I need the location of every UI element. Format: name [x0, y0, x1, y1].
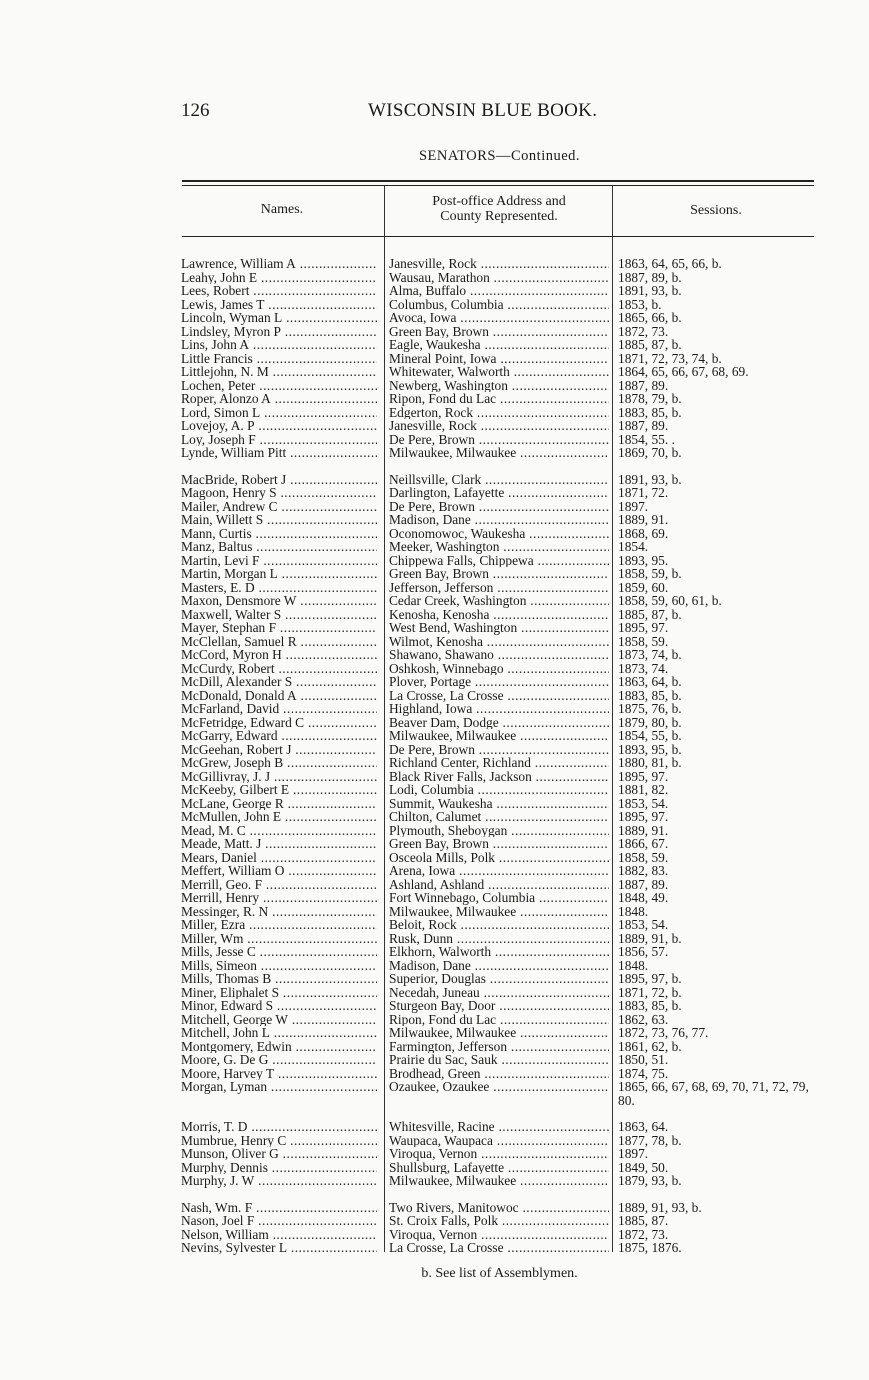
sessions-value: 1887, 89.	[618, 377, 669, 393]
post-office-address: Elkhorn, Walworth .....	[389, 945, 609, 959]
table-row	[0, 284, 869, 298]
senator-name: Lincoln, Wyman L .....	[181, 311, 377, 325]
senator-name: Lovejoy, A. P .....	[181, 419, 377, 433]
table-row	[0, 959, 869, 973]
table-row	[0, 473, 869, 487]
post-office-address: Avoca, Iowa .....	[389, 311, 609, 325]
post-office-address: Eagle, Waukesha .....	[389, 338, 609, 352]
senator-name: McFetridge, Edward C .....	[181, 716, 377, 730]
sessions-value: 1891, 93, b.	[618, 283, 682, 298]
table-row	[0, 1147, 869, 1161]
column-header-sessions: Sessions.	[690, 203, 742, 218]
senator-name: Mills, Jesse C .....	[181, 945, 377, 959]
post-office-address: Green Bay, Brown .....	[389, 325, 609, 339]
sessions-value: 1879, 93, b.	[618, 1173, 682, 1188]
post-office-address: Jefferson, Jefferson .....	[389, 581, 609, 595]
sessions-value: 1871, 72, 73, 74, b.	[618, 350, 722, 366]
sessions-value: 1858, 59, b.	[618, 566, 682, 581]
table-row	[0, 918, 869, 932]
table-row	[0, 500, 869, 514]
senator-name: McFarland, David .....	[181, 702, 377, 716]
post-office-address: Beloit, Rock .....	[389, 918, 609, 932]
sessions-value: 1895, 97.	[618, 809, 669, 824]
sessions-value: 1865, 66, b.	[618, 310, 682, 325]
post-office-address: Darlington, Lafayette .....	[389, 486, 609, 500]
table-row	[0, 945, 869, 959]
table-row	[0, 1040, 869, 1054]
section-subtitle: SENATORS—Continued.	[418, 148, 581, 164]
table-row	[0, 352, 869, 366]
post-office-address: Whitesville, Racine .....	[389, 1120, 609, 1134]
post-office-address: Two Rivers, Manitowoc .....	[389, 1201, 609, 1215]
senator-name: Loy, Joseph F .....	[181, 433, 377, 447]
senator-name: Miner, Eliphalet S .....	[181, 986, 377, 1000]
table-row	[0, 608, 869, 622]
senator-name: McDonald, Donald A .....	[181, 689, 377, 703]
table-row	[0, 1120, 869, 1134]
sessions-value: 1853, 54.	[618, 795, 669, 811]
post-office-address: Ashland, Ashland .....	[389, 878, 609, 892]
senator-name: Nason, Joel F .....	[181, 1214, 377, 1228]
table-row	[0, 554, 869, 568]
footnote: b. See list of Assemblymen.	[421, 1266, 578, 1281]
senator-name: Littlejohn, N. M .....	[181, 365, 377, 379]
sessions-value: 1862, 63.	[618, 1011, 669, 1027]
table-row	[0, 999, 869, 1013]
senator-name: Roper, Alonzo A .....	[181, 392, 377, 406]
sessions-value: 1882, 83.	[618, 863, 669, 878]
senator-name: Lawrence, William A .....	[181, 257, 377, 271]
post-office-address: Milwaukee, Milwaukee .....	[389, 729, 609, 743]
table-row	[0, 379, 869, 393]
sessions-value: 1854.	[618, 539, 649, 554]
senator-name: Mumbrue, Henry C .....	[181, 1134, 377, 1148]
post-office-address: Beaver Dam, Dodge .....	[389, 716, 609, 730]
post-office-address: Chippewa Falls, Chippewa .....	[389, 554, 609, 568]
sessions-value: 1889, 91.	[618, 512, 669, 527]
sessions-value: 1858, 59.	[618, 849, 669, 865]
table-row	[0, 932, 869, 946]
table-row	[0, 878, 869, 892]
senator-name: McDill, Alexander S .....	[181, 675, 377, 689]
senator-name: Moore, Harvey T .....	[181, 1067, 377, 1081]
sessions-value: 1885, 87.	[618, 1213, 669, 1228]
post-office-address: Superior, Douglas .....	[389, 972, 609, 986]
sessions-value: 1872, 73.	[618, 1226, 669, 1242]
senator-name: Nash, Wm. F .....	[181, 1201, 377, 1215]
post-office-address: Edgerton, Rock .....	[389, 406, 609, 420]
senator-name: Morris, T. D .....	[181, 1120, 377, 1134]
table-row	[0, 325, 869, 339]
senator-name: McGrew, Joseph B .....	[181, 756, 377, 770]
sessions-value: 1891, 93, b.	[618, 471, 682, 487]
senator-name: Minor, Edward S .....	[181, 999, 377, 1013]
post-office-address: Rusk, Dunn .....	[389, 932, 609, 946]
post-office-address: De Pere, Brown .....	[389, 500, 609, 514]
senator-name: Mead, M. C .....	[181, 824, 377, 838]
table-row	[0, 257, 869, 271]
post-office-address: Oconomowoc, Waukesha .....	[389, 527, 609, 541]
post-office-address: Newberg, Washington .....	[389, 379, 609, 393]
post-office-address: Green Bay, Brown .....	[389, 567, 609, 581]
sessions-value: 1895, 97.	[618, 768, 669, 784]
senator-name: Miller, Wm .....	[181, 932, 377, 946]
post-office-address: St. Croix Falls, Polk .....	[389, 1214, 609, 1228]
table-row	[0, 338, 869, 352]
senator-name: Maxwell, Walter S .....	[181, 608, 377, 622]
post-office-address: Highland, Iowa .....	[389, 702, 609, 716]
table-row	[0, 513, 869, 527]
table-row	[0, 1228, 869, 1242]
post-office-address: Ripon, Fond du Lac .....	[389, 392, 609, 406]
senator-name: Mailer, Andrew C .....	[181, 500, 377, 514]
post-office-address: Milwaukee, Milwaukee .....	[389, 446, 609, 460]
column-header-address-line1: Post-office Address and	[432, 194, 566, 209]
senator-name: Manz, Baltus .....	[181, 540, 377, 554]
senator-name: Mills, Thomas B .....	[181, 972, 377, 986]
sessions-value: 1850, 51.	[618, 1052, 669, 1067]
post-office-address: Milwaukee, Milwaukee .....	[389, 1026, 609, 1040]
sessions-value: 1889, 91, 93, b.	[618, 1199, 702, 1215]
senator-name: McMullen, John E .....	[181, 810, 377, 824]
senator-name: Merrill, Geo. F .....	[181, 878, 377, 892]
senator-name: Mann, Curtis .....	[181, 527, 377, 541]
senator-name: Leahy, John E .....	[181, 271, 377, 285]
post-office-address: Ozaukee, Ozaukee .....	[389, 1080, 609, 1094]
table-row	[0, 648, 869, 662]
sessions-value: 1854, 55, b.	[618, 728, 682, 743]
table-row	[0, 729, 869, 743]
table-row	[0, 1174, 869, 1188]
sessions-value: 1853, b.	[618, 296, 662, 312]
table-row	[0, 986, 869, 1000]
sessions-value: 1895, 97.	[618, 620, 669, 635]
sessions-value: 1883, 85, b.	[618, 687, 682, 703]
table-row	[0, 1067, 869, 1081]
sessions-value: 1875, 76, b.	[618, 701, 682, 716]
table-row	[0, 1214, 869, 1228]
table-row	[0, 567, 869, 581]
senator-name: Murphy, Dennis .....	[181, 1161, 377, 1175]
senator-name: Nelson, William .....	[181, 1228, 377, 1242]
sessions-value: 1885, 87, b.	[618, 606, 682, 622]
senator-name: Munson, Oliver G .....	[181, 1147, 377, 1161]
sessions-value: 1893, 95.	[618, 552, 669, 568]
senators-table-body	[0, 257, 869, 1255]
senator-name: Lord, Simon L .....	[181, 406, 377, 420]
sessions-value: 1863, 64, b.	[618, 674, 682, 689]
table-row	[0, 446, 869, 460]
table-row	[0, 635, 869, 649]
post-office-address: Madison, Dane .....	[389, 513, 609, 527]
sessions-value: 1880, 81, b.	[618, 755, 682, 770]
post-office-address: Farmington, Jefferson .....	[389, 1040, 609, 1054]
table-row	[0, 743, 869, 757]
senator-name: Lees, Robert .....	[181, 284, 377, 298]
table-row	[0, 311, 869, 325]
table-row	[0, 810, 869, 824]
senator-name: Main, Willett S .....	[181, 513, 377, 527]
table-row	[0, 1134, 869, 1148]
sessions-value: 1871, 72.	[618, 485, 669, 500]
sessions-value: 1856, 57.	[618, 944, 669, 959]
table-row	[0, 406, 869, 420]
table-row	[0, 702, 869, 716]
post-office-address: Milwaukee, Milwaukee .....	[389, 1174, 609, 1188]
post-office-address: Chilton, Calumet .....	[389, 810, 609, 824]
table-row	[0, 621, 869, 635]
sessions-value: 1883, 85, b.	[618, 404, 682, 420]
table-row	[0, 662, 869, 676]
table-row	[0, 1080, 869, 1107]
senator-name: Masters, E. D .....	[181, 581, 377, 595]
table-row	[0, 716, 869, 730]
post-office-address: Prairie du Sac, Sauk .....	[389, 1053, 609, 1067]
senator-name: McCord, Myron H .....	[181, 648, 377, 662]
post-office-address: La Crosse, La Crosse .....	[389, 689, 609, 703]
senator-name: McCurdy, Robert .....	[181, 662, 377, 676]
post-office-address: Fort Winnebago, Columbia .....	[389, 891, 609, 905]
sessions-value: 1897.	[618, 1146, 649, 1161]
senator-name: Miller, Ezra .....	[181, 918, 377, 932]
sessions-value: 1897.	[618, 498, 649, 514]
table-top-rule-thin	[182, 185, 814, 186]
sessions-value: 1854, 55. .	[618, 431, 675, 447]
table-row	[0, 1013, 869, 1027]
table-row	[0, 1053, 869, 1067]
sessions-value: 1873, 74, b.	[618, 647, 682, 662]
senator-name: McGarry, Edward .....	[181, 729, 377, 743]
senator-name: Lewis, James T .....	[181, 298, 377, 312]
senator-name: McLane, George R .....	[181, 797, 377, 811]
sessions-value: 1848.	[618, 957, 649, 973]
sessions-value: 1866, 67.	[618, 836, 669, 851]
senator-name: Meffert, William O .....	[181, 864, 377, 878]
post-office-address: Lodi, Columbia .....	[389, 783, 609, 797]
senator-name: Murphy, J. W .....	[181, 1174, 377, 1188]
sessions-value: 1848.	[618, 903, 649, 919]
table-top-rule	[182, 180, 814, 182]
sessions-value: 1887, 89.	[618, 418, 669, 433]
header-bottom-rule	[182, 236, 814, 237]
post-office-address: Plymouth, Sheboygan .....	[389, 824, 609, 838]
senator-name: Martin, Morgan L .....	[181, 567, 377, 581]
table-row	[0, 783, 869, 797]
table-row	[0, 1201, 869, 1215]
post-office-address: Viroqua, Vernon .....	[389, 1228, 609, 1242]
table-row	[0, 581, 869, 595]
table-row	[0, 271, 869, 285]
column-header-address-line2: County Represented.	[440, 209, 558, 224]
post-office-address: Plover, Portage .....	[389, 675, 609, 689]
sessions-value: 1864, 65, 66, 67, 68, 69.	[618, 364, 749, 379]
sessions-value: 1875, 1876.	[618, 1240, 682, 1255]
senator-name: Magoon, Henry S .....	[181, 486, 377, 500]
table-row	[0, 527, 869, 541]
table-row	[0, 365, 869, 379]
sessions-value: 1872, 73.	[618, 323, 669, 339]
column-header-address	[386, 194, 612, 224]
table-row	[0, 540, 869, 554]
sessions-value: 1874, 75.	[618, 1065, 669, 1081]
table-row	[0, 419, 869, 433]
post-office-address: Janesville, Rock .....	[389, 257, 609, 271]
table-row	[0, 1241, 869, 1255]
sessions-value: 1889, 91.	[618, 822, 669, 838]
table-row	[0, 797, 869, 811]
senator-name: McClellan, Samuel R .....	[181, 635, 377, 649]
post-office-address: Whitewater, Walworth .....	[389, 365, 609, 379]
sessions-value: 1858, 59.	[618, 633, 669, 649]
post-office-address: Sturgeon Bay, Door .....	[389, 999, 609, 1013]
sessions-value: 1872, 73, 76, 77.	[618, 1025, 709, 1040]
book-title: WISCONSIN BLUE BOOK.	[368, 100, 598, 121]
column-header-names: Names.	[260, 202, 304, 217]
table-row	[0, 298, 869, 312]
senator-name: Morgan, Lyman .....	[181, 1080, 377, 1094]
post-office-address: Arena, Iowa .....	[389, 864, 609, 878]
sessions-value: 1853, 54.	[618, 917, 669, 932]
senator-name: MacBride, Robert J .....	[181, 473, 377, 487]
table-row	[0, 1026, 869, 1040]
senator-name: McGillivray, J. J .....	[181, 770, 377, 784]
post-office-address: Kenosha, Kenosha .....	[389, 608, 609, 622]
senator-name: Meade, Matt. J .....	[181, 837, 377, 851]
senator-name: Lochen, Peter .....	[181, 379, 377, 393]
table-row	[0, 891, 869, 905]
senator-name: Mitchell, John L .....	[181, 1026, 377, 1040]
table-row	[0, 689, 869, 703]
sessions-value: 1848, 49.	[618, 890, 669, 905]
post-office-address: Wausau, Marathon .....	[389, 271, 609, 285]
sessions-value: 1893, 95, b.	[618, 741, 682, 757]
table-row	[0, 486, 869, 500]
senator-name: Merrill, Henry .....	[181, 891, 377, 905]
post-office-address: Green Bay, Brown .....	[389, 837, 609, 851]
table-row	[0, 392, 869, 406]
sessions-value: 1881, 82.	[618, 782, 669, 797]
post-office-address: Shawano, Shawano .....	[389, 648, 609, 662]
post-office-address: Cedar Creek, Washington .....	[389, 594, 609, 608]
sessions-value: 1869, 70, b.	[618, 445, 682, 460]
table-row	[0, 864, 869, 878]
post-office-address: Black River Falls, Jackson .....	[389, 770, 609, 784]
sessions-value: 1863, 64.	[618, 1119, 669, 1134]
post-office-address: Milwaukee, Milwaukee .....	[389, 905, 609, 919]
sessions-value: 1858, 59, 60, 61, b.	[618, 593, 722, 608]
post-office-address: Richland Center, Richland .....	[389, 756, 609, 770]
senator-name: McGeehan, Robert J .....	[181, 743, 377, 757]
sessions-value: 1863, 64, 65, 66, b.	[618, 256, 722, 271]
senator-name: Mayer, Stephan F .....	[181, 621, 377, 635]
sessions-value: 1889, 91, b.	[618, 930, 682, 946]
table-row	[0, 824, 869, 838]
post-office-address: Oshkosh, Winnebago .....	[389, 662, 609, 676]
sessions-value: 1868, 69.	[618, 525, 669, 541]
table-row	[0, 433, 869, 447]
sessions-value: 1887, 89.	[618, 876, 669, 892]
post-office-address: Summit, Waukesha .....	[389, 797, 609, 811]
post-office-address: Madison, Dane .....	[389, 959, 609, 973]
page-number: 126	[181, 100, 210, 121]
senator-name: Mills, Simeon .....	[181, 959, 377, 973]
table-row	[0, 770, 869, 784]
senator-name: Maxon, Densmore W .....	[181, 594, 377, 608]
table-row	[0, 594, 869, 608]
sessions-value: 1878, 79, b.	[618, 391, 682, 406]
post-office-address: Osceola Mills, Polk .....	[389, 851, 609, 865]
senator-name: Lindsley, Myron P .....	[181, 325, 377, 339]
sessions-value: 1861, 62, b.	[618, 1038, 682, 1054]
sessions-value: 1873, 74.	[618, 660, 669, 676]
sessions-value: 1849, 50.	[618, 1159, 669, 1175]
table-row	[0, 851, 869, 865]
senator-name: Lynde, William Pitt .....	[181, 446, 377, 460]
sessions-value: 1895, 97, b.	[618, 971, 682, 986]
post-office-address: West Bend, Washington .....	[389, 621, 609, 635]
post-office-address: Meeker, Washington .....	[389, 540, 609, 554]
senator-name: Moore, G. De G .....	[181, 1053, 377, 1067]
senator-name: McKeeby, Gilbert E .....	[181, 783, 377, 797]
post-office-address: Neillsville, Clark .....	[389, 473, 609, 487]
table-row	[0, 972, 869, 986]
table-row	[0, 756, 869, 770]
senator-name: Mitchell, George W .....	[181, 1013, 377, 1027]
sessions-value: 1877, 78, b.	[618, 1132, 682, 1148]
post-office-address: Ripon, Fond du Lac .....	[389, 1013, 609, 1027]
post-office-address: De Pere, Brown .....	[389, 433, 609, 447]
senator-name: Mears, Daniel .....	[181, 851, 377, 865]
post-office-address: Wilmot, Kenosha .....	[389, 635, 609, 649]
sessions-value: 1871, 72, b.	[618, 984, 682, 1000]
senator-name: Martin, Levi F .....	[181, 554, 377, 568]
post-office-address: Janesville, Rock .....	[389, 419, 609, 433]
senator-name: Little Francis .....	[181, 352, 377, 366]
sessions-value: 1865, 66, 67, 68, 69, 70, 71, 72, 79, 80.	[618, 1079, 809, 1108]
post-office-address: Brodhead, Green .....	[389, 1067, 609, 1081]
post-office-address: Mineral Point, Iowa .....	[389, 352, 609, 366]
sessions-value: 1885, 87, b.	[618, 337, 682, 352]
post-office-address: Necedah, Juneau .....	[389, 986, 609, 1000]
post-office-address: Alma, Buffalo .....	[389, 284, 609, 298]
sessions-value: 1883, 85, b.	[618, 998, 682, 1013]
senator-name: Lins, John A .....	[181, 338, 377, 352]
senator-name: Messinger, R. N .....	[181, 905, 377, 919]
table-row	[0, 1161, 869, 1175]
table-row	[0, 675, 869, 689]
sessions-value: 1859, 60.	[618, 579, 669, 595]
sessions-value: 1887, 89, b.	[618, 269, 682, 285]
post-office-address: La Crosse, La Crosse .....	[389, 1241, 609, 1255]
post-office-address: Waupaca, Waupaca .....	[389, 1134, 609, 1148]
post-office-address: Shullsburg, Lafayette .....	[389, 1161, 609, 1175]
table-row	[0, 905, 869, 919]
table-row	[0, 837, 869, 851]
post-office-address: De Pere, Brown .....	[389, 743, 609, 757]
senator-name: Nevins, Sylvester L .....	[181, 1241, 377, 1255]
senator-name: Montgomery, Edwin .....	[181, 1040, 377, 1054]
post-office-address: Viroqua, Vernon .....	[389, 1147, 609, 1161]
sessions-value: 1879, 80, b.	[618, 714, 682, 730]
post-office-address: Columbus, Columbia .....	[389, 298, 609, 312]
